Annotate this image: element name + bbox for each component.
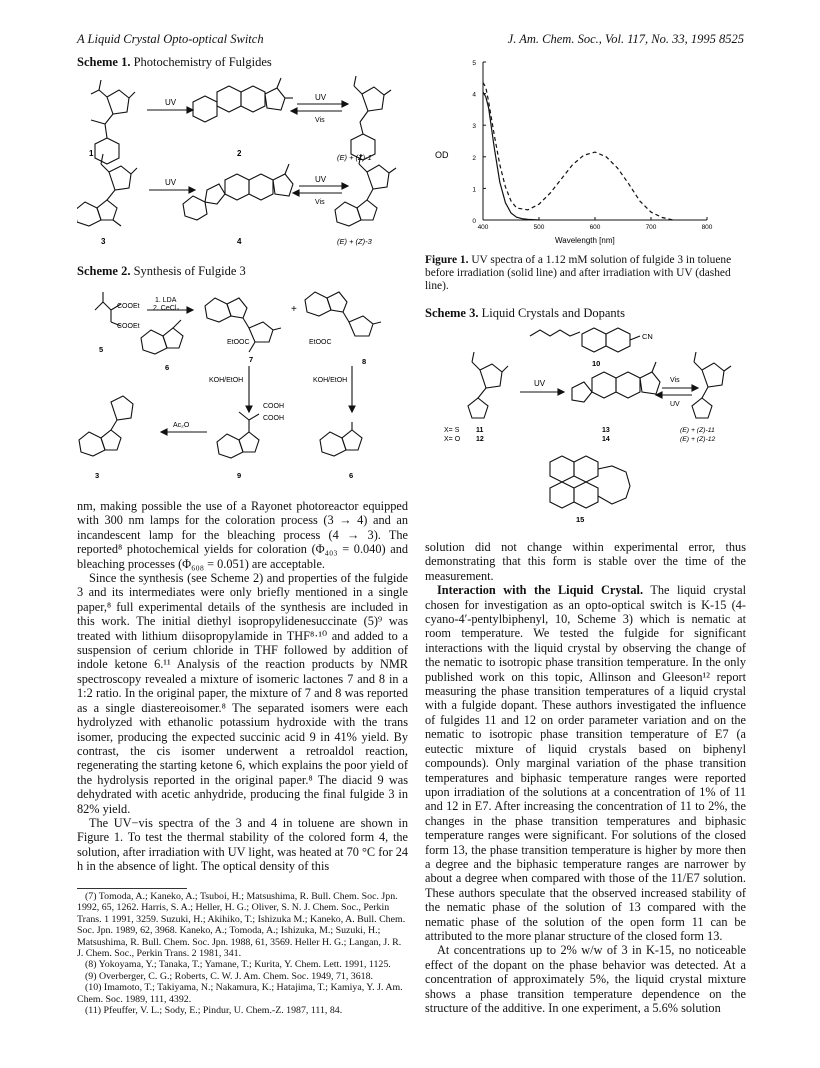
label-x-s: X= S (444, 427, 460, 434)
label-uv2: UV (315, 93, 327, 102)
compound-label-6: 6 (165, 363, 170, 372)
fulgide-e1-structure (351, 76, 391, 160)
compound-label-e11: (E) + (Z)-11 (680, 427, 715, 434)
label-lda: 1. LDA (155, 297, 177, 304)
dashed-spectrum-line (483, 83, 673, 221)
y-axis-label: OD (435, 150, 449, 160)
label-vis: Vis (670, 377, 680, 384)
x-tick-label: 800 (701, 224, 713, 231)
label-x-o: X= O (444, 436, 461, 443)
left-column-text (77, 499, 408, 874)
fulgide-e11-structure (692, 352, 731, 418)
y-tick-label: 4 (472, 91, 476, 99)
section-heading-interaction: Interaction with the Liquid Crystal. (437, 583, 644, 598)
y-tick-label: 2 (472, 154, 476, 162)
label-cooh2: COOH (263, 415, 284, 422)
label-cooet1: COOEt (117, 303, 140, 310)
x-tick-label: 700 (645, 224, 657, 231)
label-uv: UV (534, 379, 546, 388)
diacid-9-structure (217, 412, 259, 458)
paragraph-left-3: The UV−vis spectra of the 3 and 4 in toluene are shown in Figure 1. To test the thermal stability of the colored form 4, the solution, after irradiation with UV light, was heated at 70 °C for 24 h in the absence of light. The optical density of this (77, 815, 408, 874)
fulgide-4-structure (183, 164, 293, 220)
y-tick-label: 1 (472, 186, 476, 194)
figure1-caption (425, 254, 746, 294)
y-tick-label: 5 (472, 60, 476, 67)
closed-form-13-14-structure (572, 362, 660, 402)
label-ac2o: Ac₂O (173, 422, 190, 429)
x-tick-label: 500 (533, 224, 545, 231)
lactone-8-structure (305, 292, 381, 336)
indole-ketone-6b-structure (320, 422, 362, 456)
compound-label-15: 15 (576, 515, 585, 524)
label-uv-reverse: UV (670, 401, 680, 408)
label-koh1: KOH/EtOH (209, 377, 244, 384)
compound-label-4: 4 (237, 237, 242, 246)
paragraph-left-2: Since the synthesis (see Scheme 2) and properties of the fulgide 3 and its intermediates were only briefly mentioned in a single paper,⁸ full experimental details of the synthesis are included in this work. The initial diethyl isopropylidenesuccinate (5)⁹ was treated with lithium diisopropylamide in THF⁸·¹⁰ and added to a suspension of cerium chloride in THF followed by addition of indole ketone 6.¹¹ Analysis of the reaction products by NMR spectroscopy revealed a mixture of isomeric lactones 7 and 8 in a 1:2 ratio. In the original paper, the mixture of 7 and 8 was reported as a single diastereoisomer.⁸ The separated isomers were each hydrolyzed with ethanolic potassium hydroxide with the trans isomer, producing the expected succinic acid 9 in 41% yield. By contrast, the cis isomer underwent a retroaldol reaction, regenerating the starting ketone 6, which explains the poor yield of the hydrolysis reported in the original paper.⁸ The diacid 9 was dehydrated with acetic anhydride, producing the final fulgide 3 in 82% yield. (77, 571, 408, 816)
compound-label-3: 3 (101, 237, 106, 246)
paragraph-left-1: nm, making possible the use of a Rayonet photoreactor equipped with 300 nm lamps for the coloration process (3 → 4) and an incandescent lamp for the bleaching process (4 → 3). The reported⁸ photochemical yields for coloration (Φ₄₀₃ = 0.040) and bleaching processes (Φ₆₀₈ = 0.051) are acceptable. (77, 499, 408, 571)
scheme1-title-bold: Scheme 1. (77, 55, 131, 69)
compound-label-2: 2 (237, 149, 242, 158)
label-cn: CN (642, 332, 653, 341)
compound-label-14: 14 (602, 436, 610, 443)
reference-11: (11) Pfeuffer, V. L.; Sody, E.; Pindur, U. Chem.-Z. 1987, 111, 84. (85, 1005, 343, 1017)
label-uv3: UV (165, 178, 177, 187)
fulgide-1-structure (91, 80, 135, 164)
fulgide-11-12-structure (468, 352, 508, 418)
compound-label-9: 9 (237, 471, 242, 480)
compound-label-11: 11 (476, 427, 484, 434)
compound-label-3b: 3 (95, 471, 100, 480)
scheme3-diagram (430, 322, 750, 527)
fulgide-3-structure (77, 154, 137, 226)
indole-ketone-6-structure (141, 320, 183, 354)
paragraph-right-1: solution did not change within experimental error, thus demonstrating that this form is stable over the time of the measurement. (425, 540, 746, 583)
compound-label-8: 8 (362, 357, 367, 366)
compound-label-e12: (E) + (Z)-12 (680, 436, 716, 443)
label-vis4: Vis (315, 199, 325, 206)
fulgide-3b-structure (79, 396, 133, 456)
reference-8: (8) Yokoyama, Y.; Tanaka, T.; Yamane, T.; Kurita, Y. Chem. Lett. 1991, 1125. (85, 959, 391, 971)
scheme2-diagram (77, 282, 407, 487)
scheme3-title-text: Liquid Crystals and Dopants (481, 306, 625, 320)
label-etooc2: EtOOC (309, 339, 332, 346)
reference-7: (7) Tomoda, A.; Kaneko, A.; Tsuboi, H.; Matsushima, R. Bull. Chem. Soc. Jpn. 1992, 65, 1262. Harris, S. A.; Heller, H. G.; Oliver, S. N. J. Chem. Soc., Perkin Trans. 1 1991, 3259. Suzuki, H.; Akihiko, T.; Ishizuka M.; Kaneko, A. Bull. Chem. Soc. Jpn. 1989, 62, 3968. Kaneko, A.; Tomoda, A.; Ishizuka, M.; Suzuki, H.; Matsushima, R. Bull. Chem. Soc. Jpn. 1988, 61, 3569. Heller H. G.; Langan, J. R. J. Chem. Soc., Perkin Trans. 2 1981, 341. (77, 891, 406, 960)
binaphthyl-15-structure (550, 456, 630, 508)
x-tick-label: 400 (477, 224, 489, 231)
scheme2-title-bold: Scheme 2. (77, 264, 131, 278)
scheme2-title (77, 264, 246, 279)
scheme3-title-bold: Scheme 3. (425, 306, 479, 320)
footnote-rule (77, 888, 187, 889)
paragraph-right-2-text: The liquid crystal chosen for investigation as an opto-optical switch is K-15 (4-cyano-4′-pentylbiphenyl, 10, Scheme 3) which is nematic at room temperature. We tested the fulgide for significant interactions with the liquid crystal by observing the change of the nematic to isotropic phase transition temperature. In the only published work on this topic, Allinson and Gleeson¹² report measuring the phase transition temperatures of a liquid crystal with a fulgide dopant. These authors investigated the influence of fulgides 11 and 12 on order parameter variation and on the nematic to isotropic phase transition temperature of E7 (a eutectic mixture of liquid crystals based on biphenyl compounds). Only marginal variation of the phase transition temperatures and biphasic temperature ranges were reported upon irradiation of the solutions at a concentration of 1% of 11 and 12 in E7. After increasing the concentration of 11 to 2%, the changes in the phase transition temperatures and biphasic temperature ranges were significant. For solutions of the closed form 13, the phase transition temperature is higher by more then a degree and the biphasic temperature ranges are narrower by about a degree when compared with those of the 11/E7 solution. These authors speculate that the observed increased stability of the nematic phase of the solution of 13 compared with the nematic phase of the solution of the open form 11 can be attributed to the more planar structure of the closed form 13. (425, 583, 747, 943)
label-cooh1: COOH (263, 403, 284, 410)
figure1-caption-text: UV spectra of a 1.12 mM solution of fulgide 3 in toluene before irradiation (solid line) and after irradiation with UV (dashed line). (425, 254, 732, 293)
scheme1-diagram (77, 72, 407, 252)
running-head-left: A Liquid Crystal Opto-optical Switch (77, 32, 264, 46)
fulgide-2-structure (193, 78, 293, 122)
scheme1-title (77, 55, 272, 70)
compound-label-12: 12 (476, 436, 484, 443)
scheme2-title-text: Synthesis of Fulgide 3 (133, 264, 246, 278)
fulgide-e3-structure (335, 154, 396, 226)
label-uv1: UV (165, 98, 177, 107)
x-tick-label: 600 (589, 224, 601, 231)
compound-label-7: 7 (249, 355, 254, 364)
label-uv4: UV (315, 175, 327, 184)
label-vis2: Vis (315, 117, 325, 124)
label-etooc1: EtOOC (227, 339, 250, 346)
reference-10: (10) Imamoto, T.; Takiyama, N.; Nakamura, K.; Hatajima, T.; Kamiya, Y. J. Am. Chem. Soc. 1989, 111, 4392. (77, 982, 403, 1005)
paragraph-right-2 (425, 583, 746, 943)
plus-sign: + (291, 304, 297, 315)
scheme1-title-text: Photochemistry of Fulgides (133, 55, 272, 69)
cyanobiphenyl-10-structure (530, 328, 640, 352)
y-tick-label: 0 (472, 218, 476, 225)
compound-label-e3: (E) + (Z)-3 (337, 237, 372, 246)
compound-label-10: 10 (592, 359, 601, 368)
paragraph-right-3: At concentrations up to 2% w/w of 3 in K-15, no noticeable effect of the dopant on the phase behavior was detected. At a concentration of approximately 5%, the liquid crystal mixture shows a phase transition temperature dependence on the structure of the additive. In one experiment, a 5.6% solution (425, 943, 746, 1015)
figure1-caption-bold: Figure 1. (425, 254, 469, 266)
running-head-right: J. Am. Chem. Soc., Vol. 117, No. 33, 1995 8525 (507, 32, 744, 46)
y-tick-label: 3 (472, 123, 476, 131)
x-axis-label: Wavelength [nm] (555, 236, 615, 245)
label-koh2: KOH/EtOH (313, 377, 348, 384)
label-cecl3: 2. CeCl₃ (153, 305, 180, 312)
scheme3-title (425, 306, 625, 321)
figure1-chart (425, 50, 745, 250)
references (77, 891, 408, 1016)
compound-label-6b: 6 (349, 471, 354, 480)
right-column-text (425, 540, 746, 1015)
reference-9: (9) Overberger, C. G.; Roberts, C. W. J. Am. Chem. Soc. 1949, 71, 3618. (85, 970, 373, 982)
compound-label-1: 1 (89, 149, 94, 158)
compound-label-5: 5 (99, 345, 104, 354)
compound-label-e1: (E) + (Z)-1 (337, 153, 372, 162)
compound-label-13: 13 (602, 427, 610, 434)
label-cooet2: COOEt (117, 323, 140, 330)
